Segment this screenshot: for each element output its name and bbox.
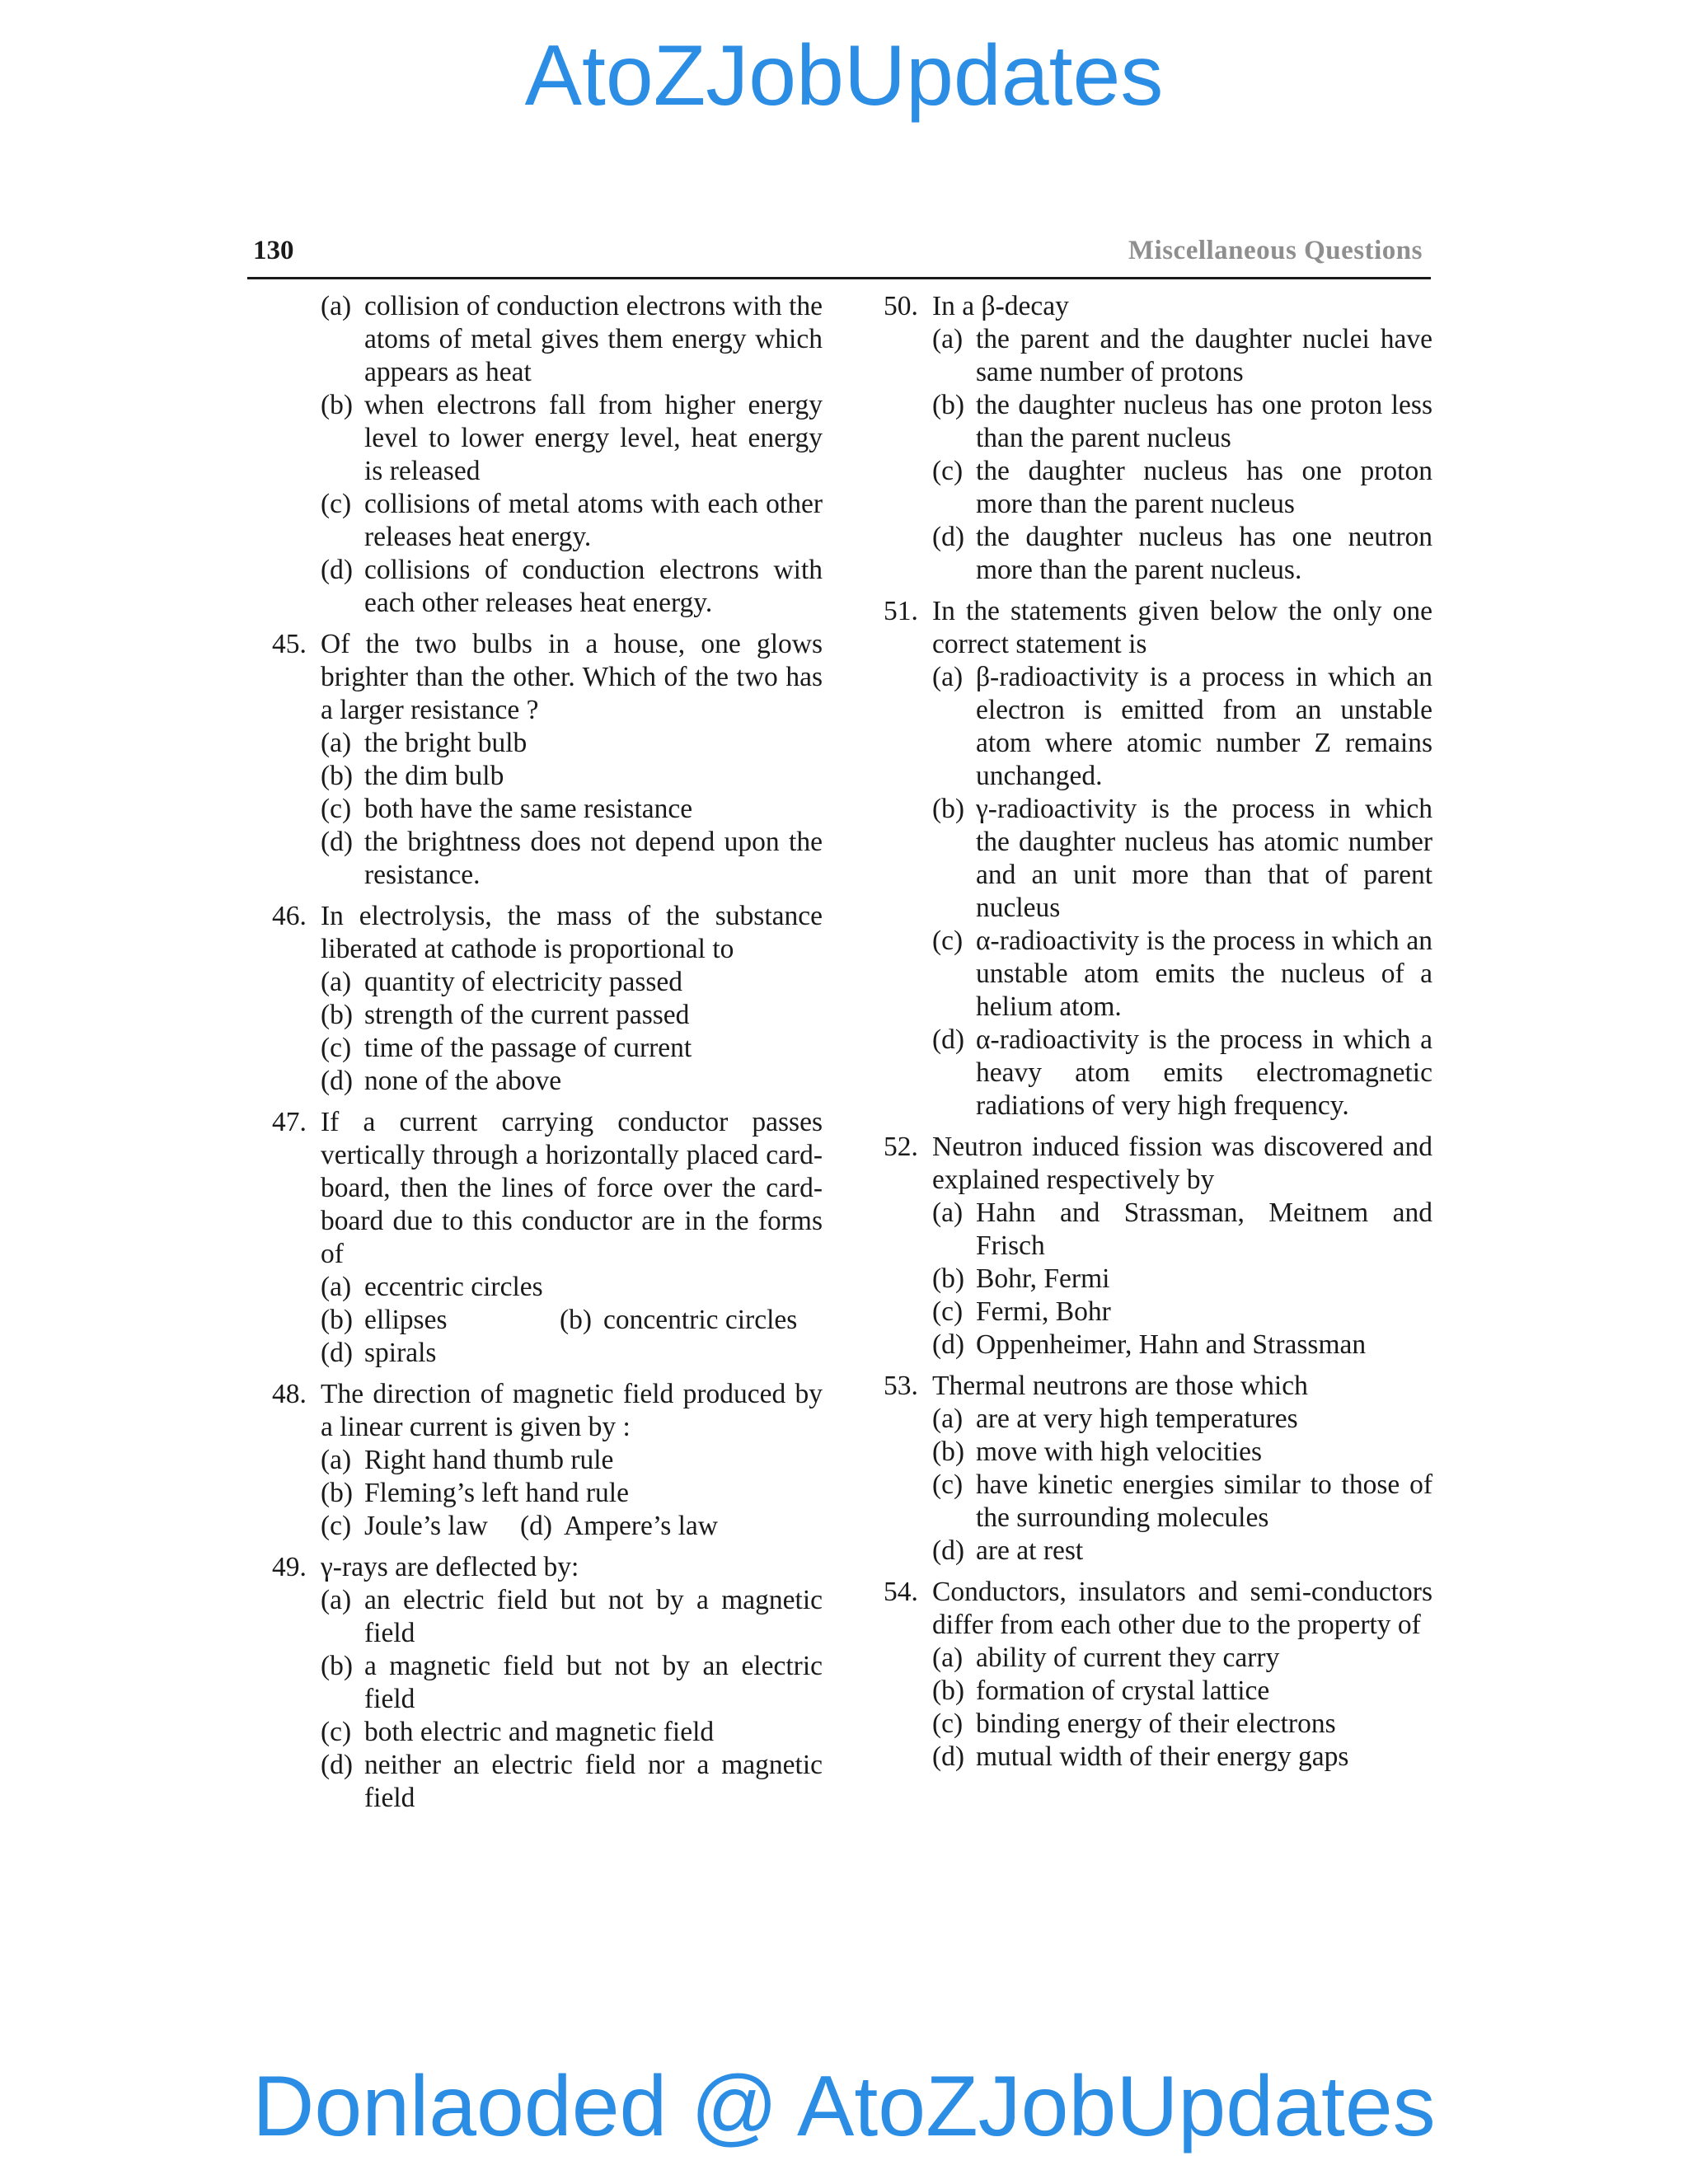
question-52 <box>884 1131 1432 1361</box>
question-text: In electrolysis, the mass of the substance liberated at cathode is proportional to <box>321 901 823 964</box>
question-44-continued <box>272 290 823 620</box>
option-text: when electrons fall from higher energy level to lower energy level, heat energy is released <box>364 390 823 486</box>
option <box>321 290 823 389</box>
option-pair <box>321 1304 823 1337</box>
option-label: (a) <box>932 324 964 354</box>
option <box>932 521 1432 587</box>
option-label: (b) <box>321 390 354 420</box>
question-number: 53. <box>884 1371 918 1401</box>
question-51 <box>884 595 1432 1122</box>
option-text: Ampere’s law <box>564 1511 718 1541</box>
option-label: (d) <box>932 1741 965 1772</box>
question-number: 46. <box>272 901 307 931</box>
option-text: Bohr, Fermi <box>976 1263 1110 1294</box>
option-label: (c) <box>321 1511 352 1541</box>
option-text: β-radioactivity is a process in which an electron is emitted from an unstable atom where atomic number Z remains unchanged. <box>976 662 1432 791</box>
option-label: (c) <box>321 794 352 824</box>
option-text: strength of the current passed <box>364 1000 690 1030</box>
question-number: 48. <box>272 1379 307 1409</box>
option <box>932 925 1432 1024</box>
option-text: ellipses <box>364 1305 448 1335</box>
option <box>932 1642 1432 1675</box>
option-text: the daughter nucleus has one proton less than the parent nucleus <box>976 390 1432 453</box>
question-48 <box>272 1378 823 1543</box>
header-rule <box>247 277 1431 279</box>
option <box>932 793 1432 925</box>
option-list <box>321 290 823 620</box>
option-text: have kinetic energies similar to those of the surrounding molecules <box>976 1469 1432 1533</box>
question-text: Of the two bulbs in a house, one glows brighter than the other. Which of the two has a larger resistance ? <box>321 629 823 725</box>
option <box>321 1510 520 1543</box>
option <box>932 1197 1432 1263</box>
option <box>321 1650 823 1716</box>
question-47 <box>272 1106 823 1370</box>
question-text: Conductors, insulators and semi-conductors differ from each other due to the property of <box>932 1577 1432 1640</box>
option-list <box>321 1444 823 1543</box>
option-text: none of the above <box>364 1066 562 1096</box>
option-text: the brightness does not depend upon the resistance. <box>364 827 823 890</box>
option-list <box>321 966 823 1098</box>
option-text: collisions of metal atoms with each other releases heat energy. <box>364 489 823 552</box>
option-text: concentric circles <box>603 1305 798 1335</box>
watermark-top: AtoZJobUpdates <box>524 28 1164 124</box>
option-text: binding energy of their electrons <box>976 1708 1336 1739</box>
option-text: Hahn and Strassman, Meitnem and Frisch <box>976 1197 1432 1261</box>
option-label: (d) <box>321 1338 354 1368</box>
left-column <box>272 290 823 1823</box>
option-label: (b) <box>932 1675 965 1706</box>
option-text: Right hand thumb rule <box>364 1445 614 1475</box>
option-text: neither an electric field nor a magnetic field <box>364 1750 823 1813</box>
question-number: 51. <box>884 596 918 626</box>
option-label: (c) <box>932 1469 964 1500</box>
option-label: (c) <box>321 1717 352 1747</box>
option <box>321 727 823 760</box>
question-text: γ-rays are deflected by: <box>321 1552 579 1582</box>
option-text: Fermi, Bohr <box>976 1296 1111 1327</box>
option-label: (b) <box>321 1305 354 1335</box>
option-text: α-radioactivity is the process in which an unstable atom emits the nucleus of a helium atom. <box>976 926 1432 1022</box>
option-label: (d) <box>321 555 354 585</box>
option <box>321 1032 823 1065</box>
option-text: are at rest <box>976 1535 1084 1566</box>
option <box>321 760 823 793</box>
option <box>932 1329 1432 1361</box>
option-text: the parent and the daughter nuclei have same number of protons <box>976 324 1432 387</box>
option-label: (a) <box>321 1272 352 1302</box>
running-head: Miscellaneous Questions <box>1128 236 1423 265</box>
option <box>932 661 1432 793</box>
option-label: (d) <box>932 1535 965 1566</box>
option-text: are at very high temperatures <box>976 1404 1298 1434</box>
option-label: (d) <box>932 1024 965 1055</box>
option-label: (b) <box>321 1651 354 1681</box>
option <box>321 826 823 892</box>
question-text: If a current carrying conductor passes vertically through a horizontally placed card-board, then the lines of force over the card-board due to this conductor are in the forms of <box>321 1107 823 1269</box>
option <box>321 793 823 826</box>
question-number: 52. <box>884 1132 918 1162</box>
option-label: (d) <box>932 522 965 552</box>
question-text: In a β-decay <box>932 291 1069 321</box>
option-text: spirals <box>364 1338 437 1368</box>
option-label: (a) <box>321 1445 352 1475</box>
option-pair <box>321 1510 823 1543</box>
option <box>321 999 823 1032</box>
option <box>560 1304 797 1337</box>
question-text: Thermal neutrons are those which <box>932 1371 1308 1401</box>
option-label: (a) <box>321 967 352 997</box>
option-list <box>932 1197 1432 1361</box>
option-list <box>321 1271 823 1370</box>
option-text: Joule’s law <box>364 1511 488 1541</box>
option <box>321 1065 823 1098</box>
option-label: (d) <box>321 1750 354 1780</box>
option <box>932 323 1432 389</box>
option <box>932 1403 1432 1436</box>
option-label: (d) <box>520 1511 553 1541</box>
question-number: 47. <box>272 1107 307 1137</box>
option <box>321 1337 823 1370</box>
option <box>321 1304 560 1337</box>
option-list <box>932 1403 1432 1568</box>
option-label: (b) <box>932 1436 965 1467</box>
option <box>932 389 1432 455</box>
option-list <box>932 323 1432 587</box>
option-label: (c) <box>932 1296 964 1327</box>
option <box>321 1271 823 1304</box>
option-label: (c) <box>932 456 964 486</box>
option-list <box>932 1642 1432 1774</box>
option-label: (a) <box>932 1643 964 1673</box>
option <box>321 1444 823 1477</box>
option-label: (c) <box>321 1033 352 1063</box>
question-46 <box>272 900 823 1098</box>
option-label: (a) <box>321 1585 352 1615</box>
option <box>932 1535 1432 1568</box>
option <box>321 488 823 554</box>
option-list <box>321 727 823 892</box>
option <box>932 455 1432 521</box>
question-number: 49. <box>272 1552 307 1582</box>
option-label: (d) <box>321 1066 354 1096</box>
option-text: the daughter nucleus has one neutron more than the parent nucleus. <box>976 522 1432 585</box>
option-text: mutual width of their energy gaps <box>976 1741 1349 1772</box>
option-text: a magnetic field but not by an electric field <box>364 1651 823 1714</box>
option-label: (b) <box>321 1478 354 1508</box>
option <box>932 1024 1432 1122</box>
option-text: α-radioactivity is the process in which a heavy atom emits electromagnetic radiations of very high frequency. <box>976 1024 1432 1121</box>
option-text: move with high velocities <box>976 1436 1263 1467</box>
option-label: (a) <box>932 1197 964 1228</box>
option-label: (d) <box>932 1329 965 1360</box>
option-text: the daughter nucleus has one proton more than the parent nucleus <box>976 456 1432 519</box>
option <box>321 1584 823 1650</box>
option-label: (a) <box>321 291 352 321</box>
watermark-bottom: Donlaoded @ AtoZJobUpdates <box>252 2059 1436 2154</box>
option <box>932 1741 1432 1774</box>
question-50 <box>884 290 1432 587</box>
option-text: collisions of conduction electrons with each other releases heat energy. <box>364 555 823 618</box>
option-text: both have the same resistance <box>364 794 693 824</box>
option-label: (c) <box>932 926 964 956</box>
option-label: (a) <box>321 728 352 758</box>
question-number: 50. <box>884 291 918 321</box>
option-text: both electric and magnetic field <box>364 1717 715 1747</box>
question-54 <box>884 1576 1432 1774</box>
option <box>932 1296 1432 1329</box>
option-label: (b) <box>321 1000 354 1030</box>
option <box>932 1708 1432 1741</box>
option-text: an electric field but not by a magnetic field <box>364 1585 823 1648</box>
question-45 <box>272 628 823 892</box>
option <box>932 1675 1432 1708</box>
option <box>321 1477 823 1510</box>
option <box>321 554 823 620</box>
question-49 <box>272 1551 823 1815</box>
option <box>932 1263 1432 1296</box>
option-list <box>321 1584 823 1815</box>
option-label: (a) <box>932 662 964 692</box>
option-label: (b) <box>932 390 965 420</box>
question-text: The direction of magnetic field produced by a linear current is given by : <box>321 1379 823 1442</box>
option-label: (c) <box>321 489 352 519</box>
option-text: Fleming’s left hand rule <box>364 1478 629 1508</box>
option <box>321 389 823 488</box>
option <box>321 1749 823 1815</box>
option <box>932 1436 1432 1469</box>
option <box>932 1469 1432 1535</box>
option-label: (a) <box>932 1404 964 1434</box>
option-label: (d) <box>321 827 354 857</box>
option <box>321 1716 823 1749</box>
option-text: ability of current they carry <box>976 1643 1280 1673</box>
option <box>520 1510 718 1543</box>
question-text: In the statements given below the only one correct statement is <box>932 596 1432 659</box>
option-label: (b) <box>321 761 354 791</box>
option-text: time of the passage of current <box>364 1033 692 1063</box>
option-text: the bright bulb <box>364 728 528 758</box>
option-text: formation of crystal lattice <box>976 1675 1270 1706</box>
option-text: quantity of electricity passed <box>364 967 683 997</box>
question-number: 45. <box>272 629 307 659</box>
question-53 <box>884 1370 1432 1568</box>
option-label: (b) <box>932 794 965 824</box>
option-label: (c) <box>932 1708 964 1739</box>
option-list <box>932 661 1432 1122</box>
option-text: Oppenheimer, Hahn and Strassman <box>976 1329 1367 1360</box>
option-text: collision of conduction electrons with the atoms of metal gives them energy which appears as heat <box>364 291 823 387</box>
option-text: eccentric circles <box>364 1272 543 1302</box>
option-label: (b) <box>560 1305 593 1335</box>
option <box>321 966 823 999</box>
option-text: the dim bulb <box>364 761 504 791</box>
page-number: 130 <box>253 236 294 265</box>
right-column <box>884 290 1432 1782</box>
option-text: γ-radioactivity is the process in which the daughter nucleus has atomic number and an unit more than that of parent nucleus <box>976 794 1432 923</box>
question-text: Neutron induced fission was discovered and explained respectively by <box>932 1132 1432 1195</box>
option-label: (b) <box>932 1263 965 1294</box>
question-number: 54. <box>884 1577 918 1607</box>
